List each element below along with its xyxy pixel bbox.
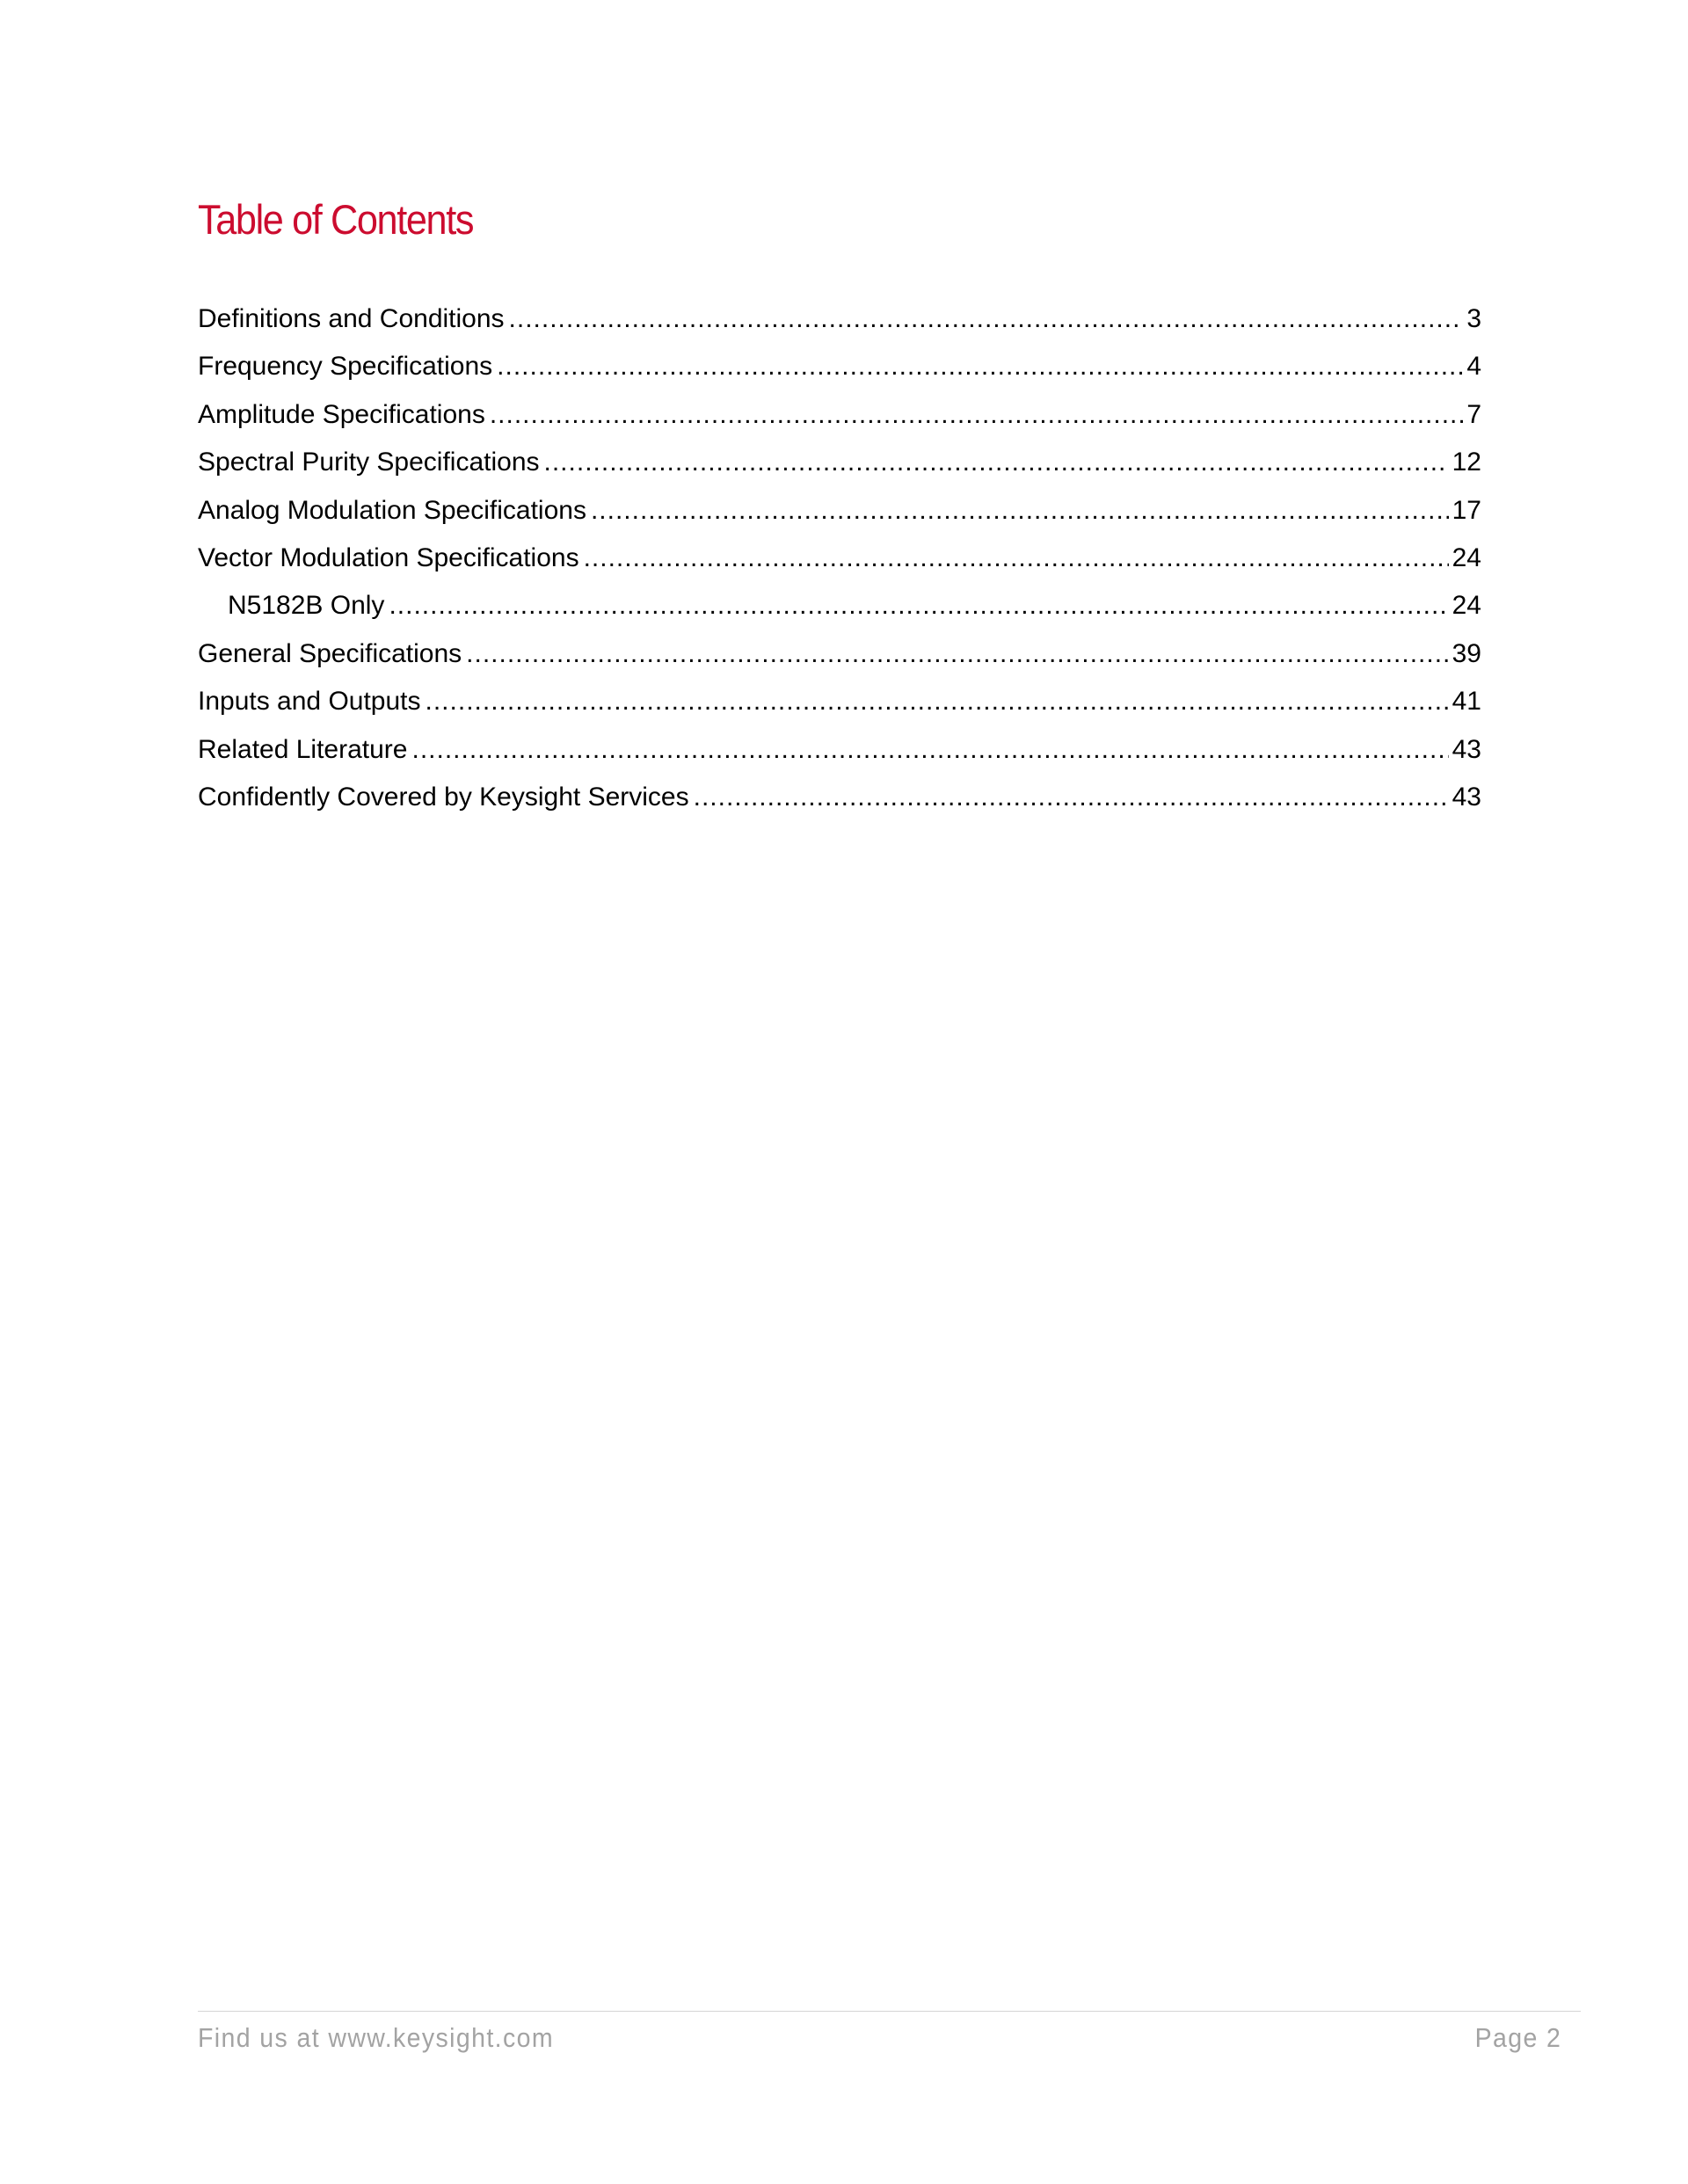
toc-page-number: 24 bbox=[1452, 542, 1481, 572]
toc-dot-leader bbox=[490, 391, 1463, 439]
toc-dot-leader bbox=[694, 774, 1449, 821]
toc-entry-amplitude-specifications[interactable] bbox=[198, 391, 1481, 439]
toc-page-number: 17 bbox=[1452, 495, 1481, 525]
toc-entry-label: Spectral Purity Specifications bbox=[198, 448, 540, 477]
toc-entry-frequency-specifications[interactable] bbox=[198, 343, 1481, 390]
toc-dot-leader bbox=[411, 726, 1448, 774]
toc-page-number: 7 bbox=[1466, 399, 1481, 429]
toc-page-number: 3 bbox=[1466, 304, 1481, 333]
toc-page-number: 12 bbox=[1452, 448, 1481, 477]
toc-entry-vector-modulation-specifications[interactable] bbox=[198, 535, 1481, 582]
footer-page-number: Page 2 bbox=[1474, 2022, 1561, 2053]
toc-entry-label: Analog Modulation Specifications bbox=[198, 495, 586, 525]
page-title: Table of Contents bbox=[198, 196, 474, 243]
toc-entry-label: Amplitude Specifications bbox=[198, 399, 485, 429]
toc-page-number: 41 bbox=[1452, 687, 1481, 717]
toc-dot-leader bbox=[389, 582, 1448, 630]
toc-dot-leader bbox=[544, 439, 1449, 486]
footer-website-link[interactable]: Find us at www.keysight.com bbox=[198, 2022, 554, 2053]
toc-entry-keysight-services[interactable] bbox=[198, 774, 1481, 821]
toc-page-number: 43 bbox=[1452, 782, 1481, 812]
toc-entry-label: Vector Modulation Specifications bbox=[198, 542, 579, 572]
toc-entry-definitions-and-conditions[interactable] bbox=[198, 295, 1481, 343]
footer-divider bbox=[198, 2011, 1581, 2012]
toc-entry-label: Confidently Covered by Keysight Services bbox=[198, 782, 689, 812]
toc-page-number: 39 bbox=[1452, 638, 1481, 668]
toc-page-number: 4 bbox=[1466, 352, 1481, 382]
toc-entry-label: General Specifications bbox=[198, 638, 462, 668]
toc-dot-leader bbox=[497, 343, 1463, 390]
toc-dot-leader bbox=[466, 630, 1448, 678]
toc-page-number: 43 bbox=[1452, 734, 1481, 764]
toc-dot-leader bbox=[584, 535, 1449, 582]
toc-entry-general-specifications[interactable] bbox=[198, 630, 1481, 678]
table-of-contents bbox=[198, 295, 1481, 821]
toc-entry-label: N5182B Only bbox=[228, 591, 385, 621]
toc-entry-label: Related Literature bbox=[198, 734, 408, 764]
toc-entry-label: Frequency Specifications bbox=[198, 352, 493, 382]
toc-entry-analog-modulation-specifications[interactable] bbox=[198, 487, 1481, 535]
toc-entry-inputs-and-outputs[interactable] bbox=[198, 678, 1481, 725]
toc-entry-spectral-purity-specifications[interactable] bbox=[198, 439, 1481, 486]
toc-dot-leader bbox=[509, 295, 1464, 343]
toc-entry-label: Inputs and Outputs bbox=[198, 687, 421, 717]
toc-entry-related-literature[interactable] bbox=[198, 726, 1481, 774]
toc-entry-n5182b-only[interactable] bbox=[198, 582, 1481, 630]
toc-entry-label: Definitions and Conditions bbox=[198, 304, 505, 333]
toc-dot-leader bbox=[591, 487, 1449, 535]
toc-page-number: 24 bbox=[1452, 591, 1481, 621]
toc-dot-leader bbox=[426, 678, 1449, 725]
